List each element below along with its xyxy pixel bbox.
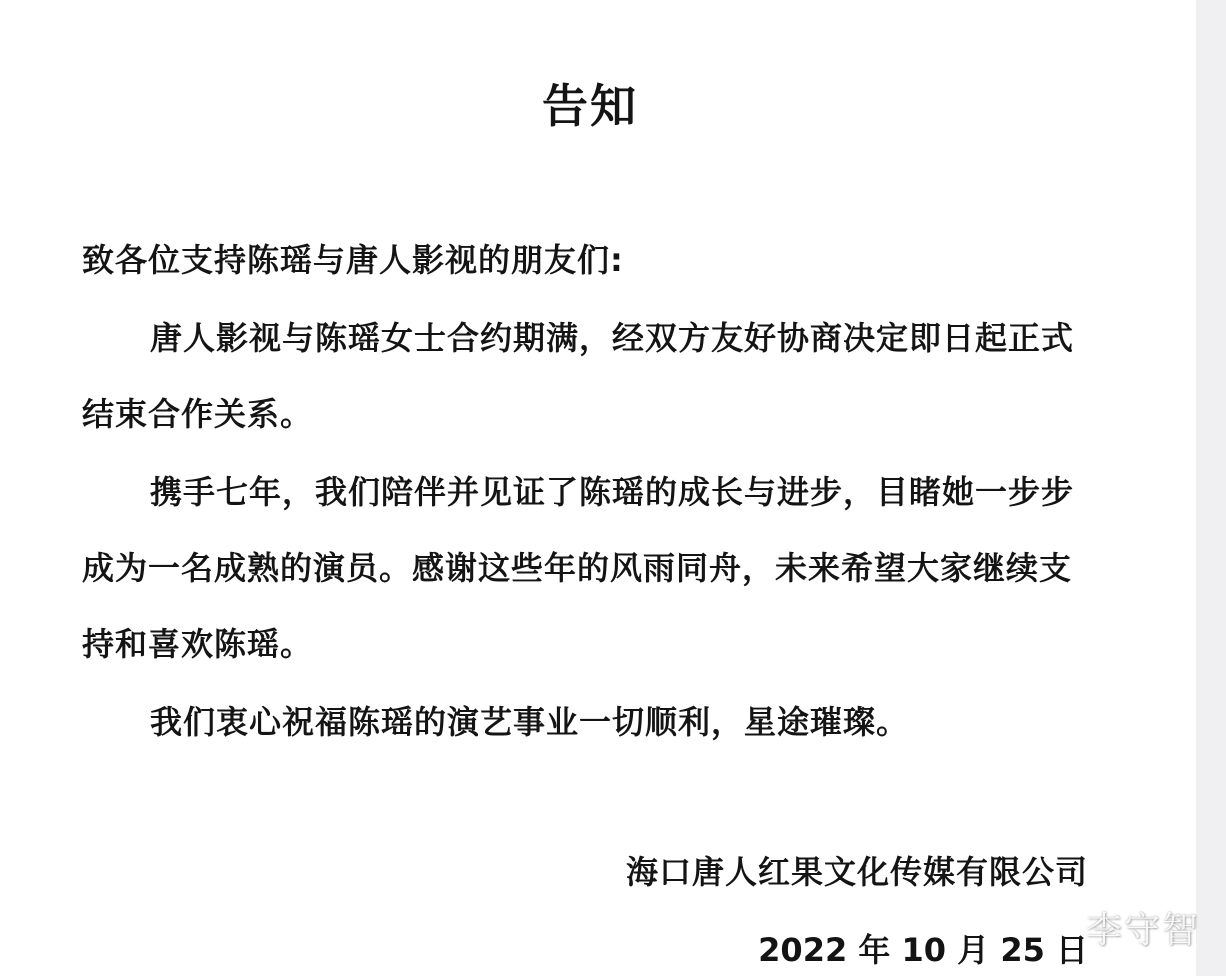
- paragraph-1-line-2: 结束合作关系。: [82, 395, 314, 433]
- paragraph-2-line-3: 持和喜欢陈瑶。: [82, 625, 314, 663]
- watermark: 李守智: [1085, 910, 1200, 951]
- paragraph-2-line-1: 携手七年，我们陪伴并见证了陈瑶的成长与进步，目睹她一步步: [150, 473, 1075, 511]
- page-edge-strip: [1196, 0, 1226, 976]
- notice-title: 告知: [542, 79, 638, 133]
- paragraph-2-line-2: 成为一名成熟的演员。感谢这些年的风雨同舟，未来希望大家继续支: [82, 549, 1073, 587]
- paragraph-3-line-1: 我们衷心祝福陈瑶的演艺事业一切顺利，星途璀璨。: [150, 703, 910, 741]
- notice-date: 2022 年 10 月 25 日: [758, 931, 1088, 969]
- paragraph-1-line-1: 唐人影视与陈瑶女士合约期满，经双方友好协商决定即日起正式: [150, 319, 1075, 357]
- company-signature: 海口唐人红果文化传媒有限公司: [625, 853, 1088, 891]
- salutation: 致各位支持陈瑶与唐人影视的朋友们:: [82, 241, 624, 279]
